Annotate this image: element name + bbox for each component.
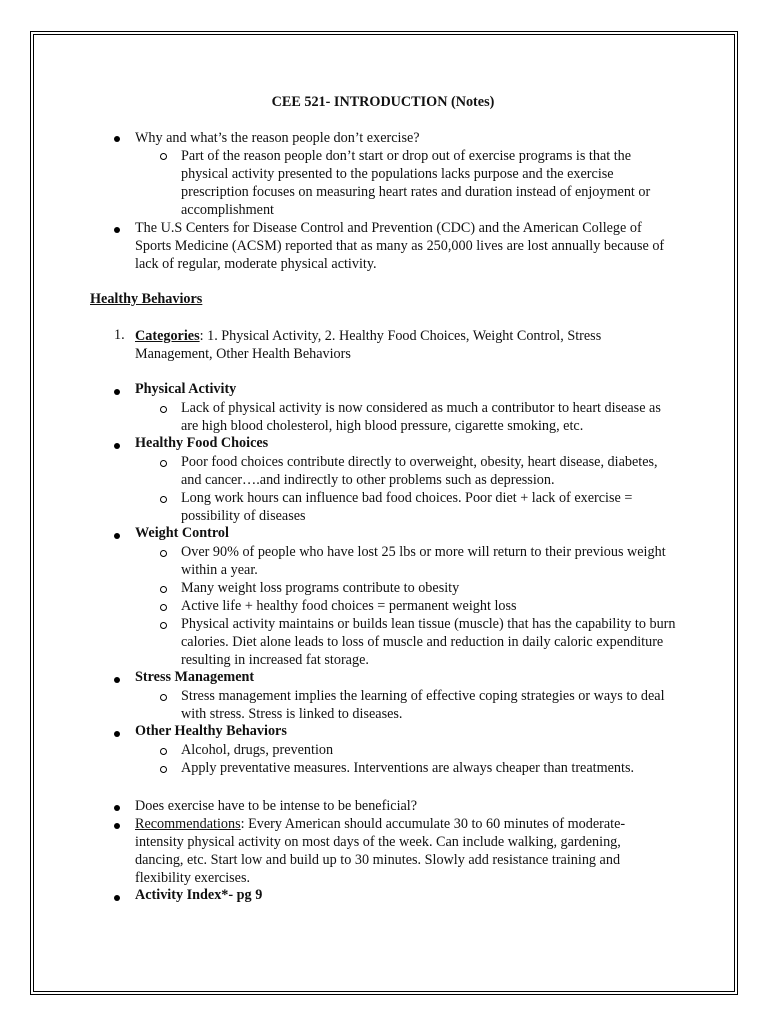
recommendations-label: Recommendations bbox=[135, 816, 241, 832]
stress-text: Stress management implies the learning of effective coping strategies or ways to deal with stress. Stress is linked to diseases. bbox=[181, 688, 665, 722]
bullet-dot bbox=[114, 677, 120, 683]
activity-index: Activity Index*- pg 9 bbox=[135, 887, 263, 903]
bullet-dot bbox=[114, 895, 120, 901]
sub-bullet-circle bbox=[160, 406, 167, 413]
bullet-dot bbox=[114, 389, 120, 395]
weight-control-title: Weight Control bbox=[135, 525, 229, 541]
work-hours-text: Long work hours can influence bad food choices. Poor diet + lack of exercise = possibility of diseases bbox=[181, 490, 633, 524]
page-title: CEE 521- INTRODUCTION (Notes) bbox=[271, 94, 495, 110]
list-number: 1. bbox=[114, 327, 125, 343]
sub-bullet-circle bbox=[160, 748, 167, 755]
healthy-behaviors-heading: Healthy Behaviors bbox=[90, 291, 203, 307]
food-choices-text: Poor food choices contribute directly to overweight, obesity, heart disease, diabetes, and cancer….and indirectly to other problems such as depression. bbox=[181, 454, 658, 488]
alcohol-text: Alcohol, drugs, prevention bbox=[181, 742, 334, 758]
categories-label: Categories bbox=[135, 328, 200, 344]
bullet-dot bbox=[114, 227, 120, 233]
physical-activity-title: Physical Activity bbox=[135, 381, 237, 397]
intensity-question: Does exercise have to be intense to be beneficial? bbox=[135, 798, 418, 814]
lean-tissue-text: Physical activity maintains or builds lean tissue (muscle) that has the capability to burn calories. Diet alone leads to loss of muscle and reduction in daily caloric expenditure resulting in increased fat storage. bbox=[181, 616, 676, 668]
bullet-dot bbox=[114, 533, 120, 539]
other-healthy-behaviors-title: Other Healthy Behaviors bbox=[135, 723, 287, 739]
sub-bullet-circle bbox=[160, 766, 167, 773]
bullet-dot bbox=[114, 805, 120, 811]
preventative-text: Apply preventative measures. Interventions are always cheaper than treatments. bbox=[181, 760, 635, 776]
physical-activity-text: Lack of physical activity is now considered as much a contributor to heart disease as are high blood cholesterol, high blood pressure, cigarette smoking, etc. bbox=[181, 400, 661, 434]
healthy-food-choices-title: Healthy Food Choices bbox=[135, 435, 269, 451]
weight-programs-text: Many weight loss programs contribute to obesity bbox=[181, 580, 460, 596]
sub-bullet-circle bbox=[160, 153, 167, 160]
bullet-dot bbox=[114, 823, 120, 829]
reason-text: Part of the reason people don’t start or drop out of exercise programs is that the physical activity presented to the populations lacks purpose and the exercise prescription focuses on measuring heart rates and duration instead of enjoyment or accomplishment bbox=[181, 148, 651, 218]
sub-bullet-circle bbox=[160, 604, 167, 611]
sub-bullet-circle bbox=[160, 622, 167, 629]
recommendations-text: : Every American should accumulate 30 to 60 minutes of moderate-intensity physical activity on most days of the week. Can include walking, gardening, dancing, etc. Start low and build up to 30 minutes. Slowly add resistance training and flexibility exercises. bbox=[135, 816, 626, 886]
question-why-not-exercise: Why and what’s the reason people don’t exercise? bbox=[135, 130, 420, 146]
stress-management-title: Stress Management bbox=[135, 669, 255, 685]
cdc-paragraph: The U.S Centers for Disease Control and Prevention (CDC) and the American College of Sports Medicine (ACSM) reported that as many as 250,000 lives are lost annually because of lack of regular, moderate physical activity. bbox=[135, 220, 665, 272]
categories-text: : 1. Physical Activity, 2. Healthy Food Choices, Weight Control, Stress Management, Other Health Behaviors bbox=[135, 328, 602, 362]
bullet-dot bbox=[114, 136, 120, 142]
bullet-dot bbox=[114, 731, 120, 737]
sub-bullet-circle bbox=[160, 460, 167, 467]
weight-regain-text: Over 90% of people who have lost 25 lbs or more will return to their previous weight within a year. bbox=[181, 544, 666, 578]
sub-bullet-circle bbox=[160, 550, 167, 557]
categories-item bbox=[135, 327, 681, 363]
recommendations-item bbox=[135, 815, 665, 887]
sub-bullet-circle bbox=[160, 694, 167, 701]
sub-bullet-circle bbox=[160, 496, 167, 503]
bullet-dot bbox=[114, 443, 120, 449]
active-life-text: Active life + healthy food choices = permanent weight loss bbox=[181, 598, 517, 614]
sub-bullet-circle bbox=[160, 586, 167, 593]
